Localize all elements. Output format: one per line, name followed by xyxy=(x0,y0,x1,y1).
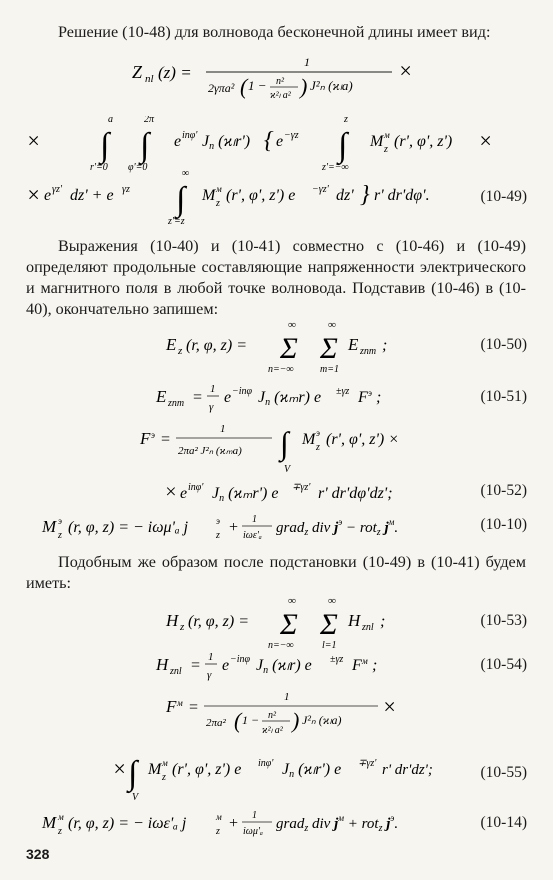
svg-text:1: 1 xyxy=(208,651,214,663)
svg-text:M: M xyxy=(370,133,384,150)
svg-text:Z: Z xyxy=(132,62,143,82)
svg-text:+: + xyxy=(228,519,239,536)
svg-text:(r', φ', z') e: (r', φ', z') e xyxy=(172,761,242,778)
equation-10-49-line-1 xyxy=(130,52,430,113)
equation-10-52-line-2 xyxy=(162,478,422,513)
svg-text:φ'=0: φ'=0 xyxy=(128,162,148,173)
svg-text:l=1: l=1 xyxy=(322,640,337,651)
svg-text:м: м xyxy=(58,812,64,822)
svg-text:Σ: Σ xyxy=(320,608,338,641)
svg-text:1: 1 xyxy=(220,423,226,435)
equation-10-55-line-2 xyxy=(112,746,452,807)
svg-text:(r', φ', z'): (r', φ', z') xyxy=(394,133,453,150)
svg-text:E: E xyxy=(166,335,177,354)
equation-label-10-55: (10-55) xyxy=(480,764,527,781)
svg-text:∞: ∞ xyxy=(328,320,336,331)
svg-text:э: э xyxy=(216,516,220,526)
svg-text:∞: ∞ xyxy=(328,596,336,607)
svg-text:n²: n² xyxy=(268,710,276,721)
equation-10-55-line-1 xyxy=(164,688,404,749)
equation-10-14 xyxy=(40,806,460,847)
svg-text:z: z xyxy=(344,116,348,125)
svg-text:Jn (ϰₗr'): Jn (ϰₗr') xyxy=(202,133,251,152)
svg-text:∫: ∫ xyxy=(100,127,110,164)
svg-text:z: z xyxy=(58,826,62,837)
paragraph-expressions: Выражения (10-40) и (10-41) совместно с (10-46) и (10-49) определяют продольные составляющие напряженности электрического и магнитного поля в любой точке волновода. Подставив (10-46) в (10-40), окончательно запишем: xyxy=(26,237,526,318)
equation-10-52-line-1-graphic xyxy=(136,420,466,480)
equation-10-49-line-1-graphic xyxy=(130,52,430,108)
svg-text:(r, φ, z) = − iωμ'ₐ j: (r, φ, z) = − iωμ'ₐ j xyxy=(68,519,189,536)
svg-text:2πa²: 2πa² xyxy=(206,717,226,729)
svg-text:−inφ: −inφ xyxy=(232,386,253,397)
svg-text:±γz: ±γz xyxy=(336,386,350,397)
svg-text:×: × xyxy=(398,58,413,83)
svg-text:2γπa²: 2γπa² xyxy=(208,81,235,95)
svg-text:Jn (ϰₘr') e: Jn (ϰₘr') e xyxy=(212,485,279,504)
svg-text:−γz': −γz' xyxy=(312,184,329,195)
svg-text:−γz: −γz xyxy=(284,130,299,141)
svg-text:n=−∞: n=−∞ xyxy=(268,640,294,651)
svg-text:1: 1 xyxy=(284,691,290,703)
svg-text:×: × xyxy=(478,128,493,153)
svg-text:{: { xyxy=(264,128,274,154)
svg-text:γz: γz xyxy=(122,184,130,195)
svg-text:γ: γ xyxy=(209,401,214,413)
svg-text:×: × xyxy=(164,481,178,503)
equation-10-53-graphic xyxy=(160,596,400,656)
svg-text:r' dr'dz';: r' dr'dz'; xyxy=(382,762,433,778)
svg-text:−inφ: −inφ xyxy=(230,654,251,665)
svg-text:1: 1 xyxy=(252,514,257,525)
svg-text:M: M xyxy=(42,517,57,536)
svg-text:+: + xyxy=(228,815,239,832)
svg-text:Jn (ϰₗr) e: Jn (ϰₗr) e xyxy=(256,657,312,676)
svg-text:z: z xyxy=(216,826,220,837)
svg-text:znm: znm xyxy=(168,398,185,409)
svg-text:e: e xyxy=(174,133,182,150)
svg-text:э: э xyxy=(316,428,320,438)
paragraph-similarly: Подобным же образом после подстановки (10-49) в (10-41) будем иметь: xyxy=(26,553,526,592)
svg-text:e: e xyxy=(180,485,188,502)
svg-text:;: ; xyxy=(380,613,386,630)
svg-text:e: e xyxy=(44,187,52,204)
svg-text:(z) =: (z) = xyxy=(158,63,192,82)
svg-text:1 −: 1 − xyxy=(242,713,260,727)
svg-text:м: м xyxy=(362,656,368,666)
svg-text:e: e xyxy=(276,133,284,150)
svg-text:znm: znm xyxy=(360,346,377,357)
svg-text:r' dr'dφ'.: r' dr'dφ'. xyxy=(374,187,430,204)
svg-text:(r', φ', z') ×: (r', φ', z') × xyxy=(326,431,400,448)
equation-10-55-line-1-graphic xyxy=(164,688,404,744)
svg-text:H: H xyxy=(348,611,361,630)
svg-text:znl: znl xyxy=(170,666,182,677)
svg-text:(: ( xyxy=(234,708,242,733)
svg-text:iωμ'ₐ: iωμ'ₐ xyxy=(243,826,263,837)
svg-text:×: × xyxy=(26,128,41,153)
svg-text:a: a xyxy=(108,116,113,125)
svg-text:γz': γz' xyxy=(52,184,62,195)
svg-text:H: H xyxy=(166,611,179,630)
svg-text:∫: ∫ xyxy=(280,425,289,461)
svg-text:2π: 2π xyxy=(144,116,155,125)
svg-text:): ) xyxy=(292,708,300,733)
svg-text:V: V xyxy=(132,792,139,802)
svg-text:=: = xyxy=(188,699,199,716)
svg-text:м: м xyxy=(162,758,168,768)
svg-text:1: 1 xyxy=(252,810,257,821)
svg-text:F: F xyxy=(352,657,362,674)
svg-text:Jn (ϰₘr) e: Jn (ϰₘr) e xyxy=(258,389,322,408)
svg-text:∫: ∫ xyxy=(338,127,348,164)
svg-text:э: э xyxy=(368,388,372,398)
svg-text:z'=−∞: z'=−∞ xyxy=(322,162,349,173)
equation-10-55-line-2-graphic xyxy=(112,746,452,802)
svg-text:z: z xyxy=(384,144,388,155)
svg-text:J²ₙ (ϰₗa): J²ₙ (ϰₗa) xyxy=(310,78,353,93)
svg-text:ϰ²ₗ a²: ϰ²ₗ a² xyxy=(270,90,291,101)
svg-text:э: э xyxy=(151,430,155,440)
svg-text:M: M xyxy=(42,813,57,832)
equation-10-51 xyxy=(154,380,414,425)
equation-label-10-10: (10-10) xyxy=(480,516,527,533)
equation-10-49-line-3 xyxy=(26,170,446,233)
equation-10-49-line-3-graphic xyxy=(26,170,446,228)
svg-text:м: м xyxy=(177,698,183,708)
svg-text:∞: ∞ xyxy=(288,320,296,331)
svg-text:z: z xyxy=(178,345,183,357)
svg-text:∞: ∞ xyxy=(182,170,190,179)
svg-text:;: ; xyxy=(376,389,382,406)
svg-text:iωε'ₐ: iωε'ₐ xyxy=(243,530,262,541)
svg-text:×: × xyxy=(382,694,397,719)
svg-text:1: 1 xyxy=(210,383,216,395)
svg-text:M: M xyxy=(202,187,216,204)
svg-text:m=1: m=1 xyxy=(320,364,339,375)
svg-text:inφ': inφ' xyxy=(182,130,198,141)
svg-text:H: H xyxy=(156,655,169,674)
svg-text:): ) xyxy=(300,74,308,99)
svg-text:γ: γ xyxy=(207,669,212,681)
svg-text:F: F xyxy=(140,429,151,448)
svg-text:(r, φ, z) =: (r, φ, z) = xyxy=(186,337,247,354)
svg-text:∓γz': ∓γz' xyxy=(358,758,377,769)
svg-text:e: e xyxy=(224,389,232,406)
equation-10-52-line-2-graphic xyxy=(162,478,422,508)
svg-text:;: ; xyxy=(372,657,378,674)
svg-text:z: z xyxy=(180,621,185,633)
svg-text:∫: ∫ xyxy=(176,181,186,218)
svg-text:n²: n² xyxy=(276,76,284,87)
svg-text:=: = xyxy=(192,389,203,406)
equation-10-50 xyxy=(160,320,400,385)
svg-text:1 −: 1 − xyxy=(248,78,267,93)
equation-10-10 xyxy=(40,510,460,551)
equation-label-10-52: (10-52) xyxy=(480,482,527,499)
svg-text:∫: ∫ xyxy=(128,755,138,792)
svg-text:(r, φ, z) =: (r, φ, z) = xyxy=(188,613,249,630)
svg-text:gradz div jэ − rotz jм.: grad$_z$ div $j^э - rot_z$ $j^м$. xyxy=(276,517,399,538)
svg-text:Σ: Σ xyxy=(280,332,298,365)
svg-text:inφ': inφ' xyxy=(188,482,204,493)
svg-text:∞: ∞ xyxy=(288,596,296,607)
equation-label-10-49: (10-49) xyxy=(480,188,527,205)
svg-text:Σ: Σ xyxy=(280,608,298,641)
svg-text:dz': dz' xyxy=(336,187,354,204)
equation-label-10-50: (10-50) xyxy=(480,336,527,353)
equation-10-52-line-1 xyxy=(136,420,466,485)
svg-text:dz' + e: dz' + e xyxy=(70,187,114,204)
svg-text:м: м xyxy=(216,184,222,194)
equation-10-50-graphic xyxy=(160,320,400,380)
equation-label-10-51: (10-51) xyxy=(480,388,527,405)
equation-10-14-graphic xyxy=(40,806,460,842)
svg-text:e: e xyxy=(222,657,230,674)
svg-text:z: z xyxy=(216,530,220,541)
equation-label-10-14: (10-14) xyxy=(480,814,527,831)
svg-text:znl: znl xyxy=(362,622,374,633)
svg-text:=: = xyxy=(160,431,171,448)
equation-label-10-53: (10-53) xyxy=(480,612,527,629)
svg-text:M: M xyxy=(302,431,316,448)
svg-text:n=−∞: n=−∞ xyxy=(268,364,294,375)
svg-text:ϰ²ₗ a²: ϰ²ₗ a² xyxy=(262,725,283,736)
svg-text:inφ': inφ' xyxy=(258,758,274,769)
svg-text:м: м xyxy=(216,812,222,822)
svg-text:;: ; xyxy=(382,337,388,354)
svg-text:gradz div jм + rotz jэ.: grad$_z$ div $j^м + rot_z$ $j^э$. xyxy=(276,813,399,834)
svg-text:э: э xyxy=(58,516,62,526)
svg-text:∫: ∫ xyxy=(140,127,150,164)
paragraph-intro: Решение (10-48) для волновода бесконечной длины имеет вид: xyxy=(58,23,491,41)
svg-text:Jn (ϰₗr') e: Jn (ϰₗr') e xyxy=(282,761,342,780)
svg-text:м: м xyxy=(384,130,390,140)
svg-text:Σ: Σ xyxy=(320,332,338,365)
svg-text:z: z xyxy=(316,442,320,453)
svg-text:r'=0: r'=0 xyxy=(90,162,108,173)
svg-text:E: E xyxy=(348,335,359,354)
equation-label-10-54: (10-54) xyxy=(480,656,527,673)
page-number: 328 xyxy=(26,846,50,862)
svg-text:(r, φ, z) = − iωε'ₐ j: (r, φ, z) = − iωε'ₐ j xyxy=(68,815,187,832)
svg-text:×: × xyxy=(112,756,127,781)
svg-text:(: ( xyxy=(240,74,248,99)
equation-10-51-graphic xyxy=(154,380,414,420)
svg-text:F: F xyxy=(358,389,368,406)
svg-text:z: z xyxy=(58,530,62,541)
svg-text:J²ₙ (ϰₗa): J²ₙ (ϰₗa) xyxy=(302,713,342,727)
svg-text:1: 1 xyxy=(304,55,310,69)
svg-text:2πa² J²ₙ (ϰₘa): 2πa² J²ₙ (ϰₘa) xyxy=(178,445,242,457)
svg-text:z: z xyxy=(216,198,220,209)
equation-10-49-line-2-graphic xyxy=(26,116,526,174)
svg-text:V: V xyxy=(284,464,291,475)
svg-text:z: z xyxy=(162,772,166,783)
svg-text:E: E xyxy=(156,387,167,406)
svg-text:∓γz': ∓γz' xyxy=(292,482,311,493)
svg-text:M: M xyxy=(148,761,162,778)
svg-text:×: × xyxy=(26,182,41,207)
svg-text:nl: nl xyxy=(145,73,154,85)
svg-text:}: } xyxy=(360,182,370,208)
svg-text:z'=z: z'=z xyxy=(168,216,185,227)
svg-text:F: F xyxy=(166,697,177,716)
equation-10-54 xyxy=(154,648,414,693)
equation-10-10-graphic xyxy=(40,510,460,546)
equation-10-54-graphic xyxy=(154,648,414,688)
svg-text:=: = xyxy=(190,657,201,674)
svg-text:±γz: ±γz xyxy=(330,654,344,665)
svg-text:(r', φ', z') e: (r', φ', z') e xyxy=(226,187,296,204)
svg-text:r' dr'dφ'dz';: r' dr'dφ'dz'; xyxy=(318,485,393,502)
